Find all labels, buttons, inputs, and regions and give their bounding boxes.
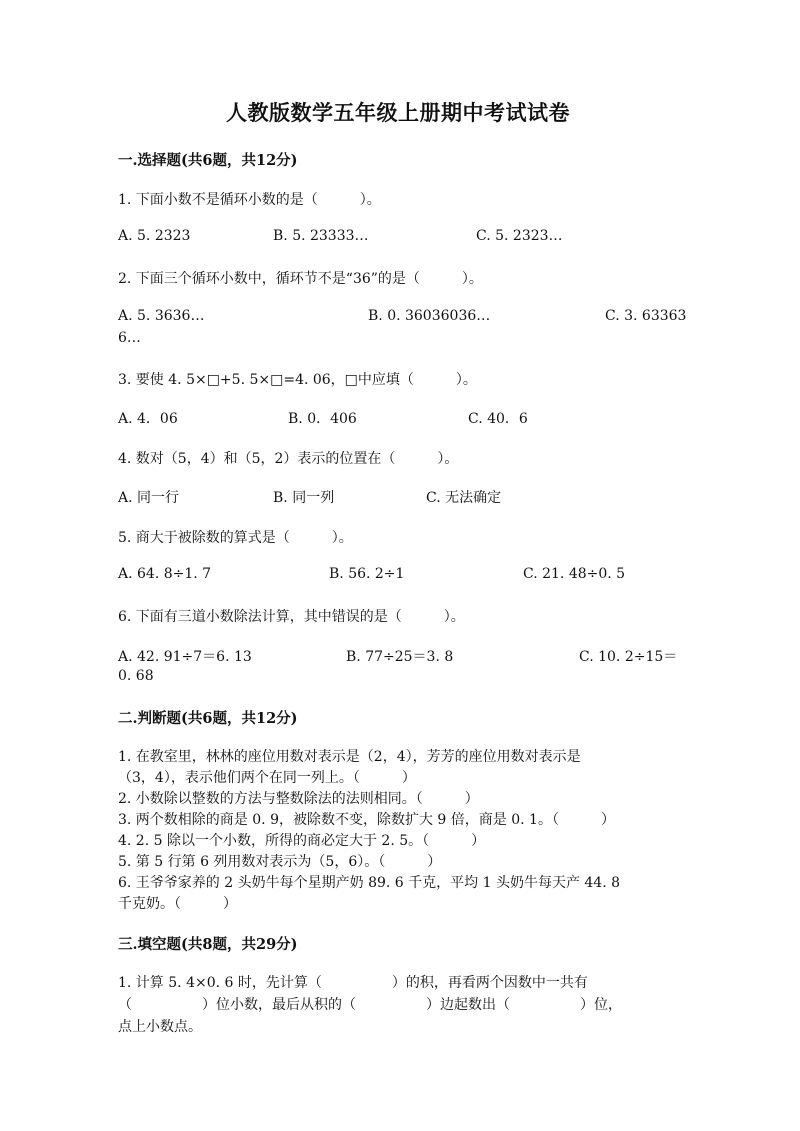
question-1-stem: 1. 下面小数不是循环小数的是（ ）。 (118, 192, 381, 208)
tf-line-1: 1. 在教室里，林林的座位用数对表示是（2，4），芳芳的座位用数对表示是 (118, 749, 581, 765)
fill-line-2: （ ）位小数，最后从积的（ ）边起数出（ ）位， (118, 997, 622, 1013)
fill-line-3: 点上小数点。 (118, 1019, 202, 1035)
fill-line-1: 1. 计算 5. 4×0. 6 时，先计算（ ）的积，再看两个因数中一共有 (118, 975, 588, 991)
tf-line-7: 6. 王爷爷家养的 2 头奶牛每个星期产奶 89. 6 千克，平均 1 头奶牛每天产 44. 8 (118, 875, 621, 891)
question-2-option-b: B. 0. 36036036… (368, 308, 491, 324)
question-6-stem: 6. 下面有三道小数除法计算，其中错误的是（ ）。 (118, 609, 465, 625)
question-6-option-a: A. 42. 91÷7＝6. 13 (118, 649, 252, 665)
question-5-option-a: A. 64. 8÷1. 7 (118, 566, 212, 582)
tf-line-3: 2. 小数除以整数的方法与整数除法的法则相同。（ ） (118, 791, 479, 807)
question-6-option-c: C. 10. 2÷15＝ (579, 649, 678, 665)
tf-line-2: （3，4），表示他们两个在同一列上。（ ） (118, 770, 416, 786)
question-3-stem: 3. 要使 4. 5×□+5. 5×□=4. 06，□中应填（ ）。 (118, 372, 477, 388)
question-5-option-c: C. 21. 48÷0. 5 (523, 566, 626, 582)
exam-title: 人教版数学五年级上册期中考试试卷 (226, 100, 570, 125)
question-2-option-c: C. 3. 63363 (605, 308, 687, 324)
section-heading-fill-blank: 三.填空题(共8题，共29分) (118, 936, 298, 953)
question-4-option-c: C. 无法确定 (426, 490, 502, 506)
question-6-option-b: B. 77÷25＝3. 8 (346, 649, 454, 665)
tf-line-8: 千克奶。（ ） (118, 896, 237, 912)
section-heading-true-false: 二.判断题(共6题，共12分) (118, 710, 298, 727)
tf-line-4: 3. 两个数相除的商是 0. 9，被除数不变，除数扩大 9 倍，商是 0. 1。（ ） (118, 812, 615, 828)
question-4-option-a: A. 同一行 (118, 490, 180, 506)
question-4-stem: 4. 数对（5，4）和（5，2）表示的位置在（ ）。 (118, 451, 459, 467)
question-3-option-b: B. 0．406 (288, 411, 357, 427)
question-2-option-c-continuation: 6… (118, 330, 141, 346)
question-5-option-b: B. 56. 2÷1 (329, 566, 405, 582)
question-1-option-b: B. 5. 23333… (273, 228, 369, 244)
question-3-option-a: A. 4．06 (118, 411, 178, 427)
question-1-option-a: A. 5. 2323 (118, 228, 191, 244)
tf-line-5: 4. 2. 5 除以一个小数，所得的商必定大于 2. 5。（ ） (118, 833, 486, 849)
section-heading-multiple-choice: 一.选择题(共6题，共12分) (118, 152, 298, 169)
question-2-option-a: A. 5. 3636… (118, 308, 205, 324)
question-3-option-c: C. 40．6 (468, 411, 528, 427)
question-2-stem: 2. 下面三个循环小数中，循环节不是“36”的是（ ）。 (118, 271, 483, 287)
question-6-option-c-continuation: 0. 68 (118, 668, 154, 684)
question-1-option-c: C. 5. 2323… (476, 228, 563, 244)
question-5-stem: 5. 商大于被除数的算式是（ ）。 (118, 530, 353, 546)
tf-line-6: 5. 第 5 行第 6 列用数对表示为（5，6）。（ ） (118, 854, 442, 870)
question-4-option-b: B. 同一列 (273, 490, 335, 506)
